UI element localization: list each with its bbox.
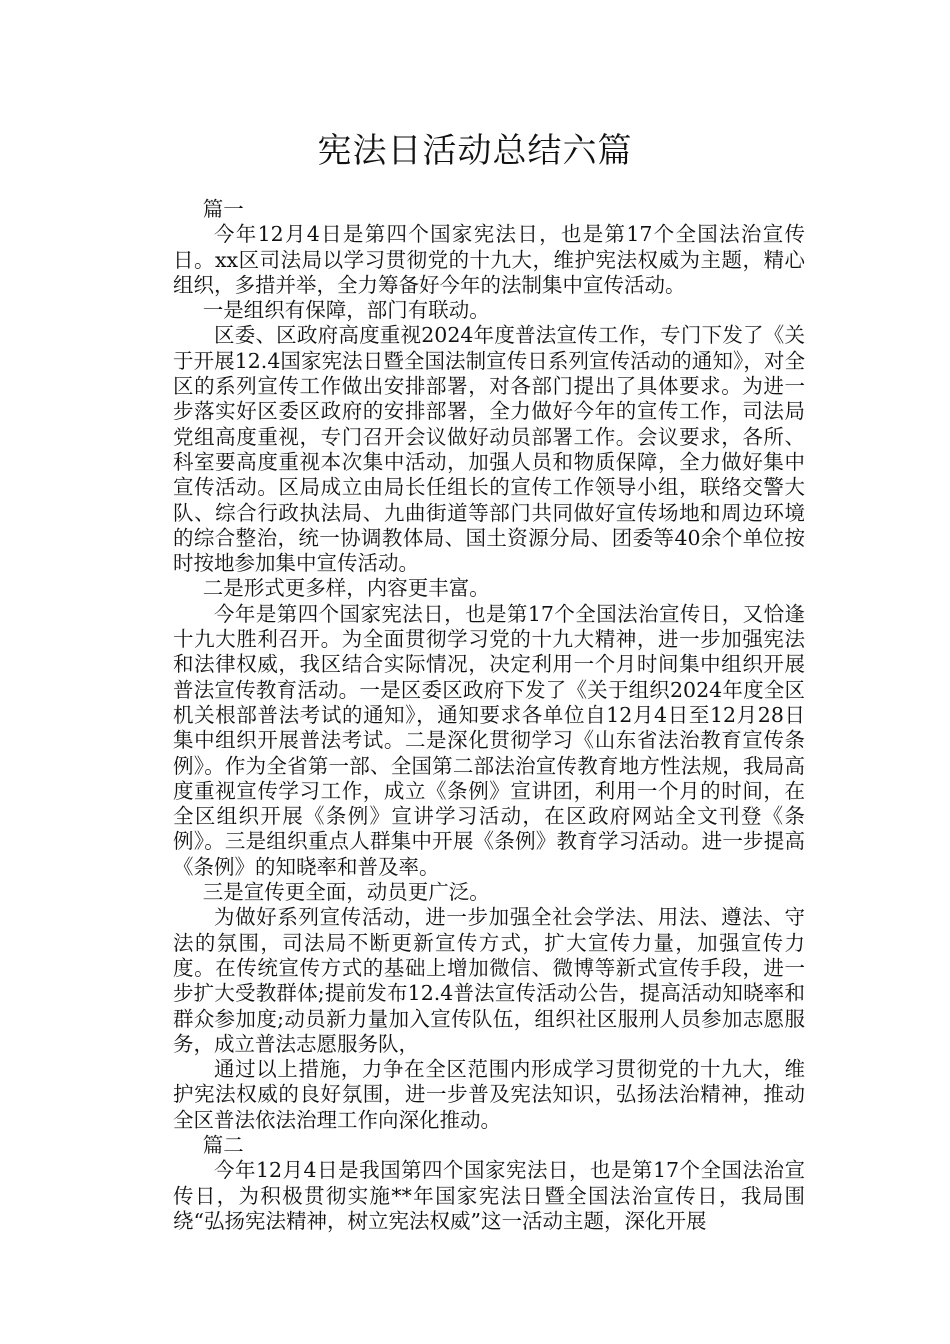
subheading-2: 二是形式更多样，内容更丰富。 (202, 576, 490, 601)
document-title: 宪法日活动总结六篇 (317, 131, 633, 171)
paragraph-5: 通过以上措施，力争在全区范围内形成学习贯彻党的十九大，维护宪法权威的良好氛围，进一步普及宪法知识，弘扬法治精神，推动全区普法依法治理工作向深化推动。 (173, 1057, 805, 1132)
paragraph-6: 今年12月4日是我国第四个国家宪法日，也是第17个全国法治宣传日，为积极贯彻实施**年国家宪法日暨全国法治宣传日，我局围绕“弘扬宪法精神，树立宪法权威”这一活动主题，深化开展 (173, 1158, 805, 1233)
subheading-1: 一是组织有保障，部门有联动。 (202, 298, 490, 323)
paragraph-2: 区委、区政府高度重视2024年度普法宣传工作，专门下发了《关于开展12.4国家宪法日暨全国法制宣传日系列宣传活动的通知》，对全区的系列宣传工作做出安排部署，对各部门提出了具体要求。为进一步落实好区委区政府的安排部署，全力做好今年的宣传工作，司法局党组高度重视，专门召开会议做好动员部署工作。会议要求，各所、科室要高度重视本次集中活动，加强人员和物质保障，全力做好集中宣传活动。区局成立由局长任组长的宣传工作领导小组，联络交警大队、综合行政执法局、九曲街道等部门共同做好宣传场地和周边环境的综合整治，统一协调教体局、国土资源分局、团委等40余个单位按时按地参加集中宣传活动。 (173, 323, 805, 576)
paragraph-1: 今年12月4日是第四个国家宪法日，也是第17个全国法治宣传日。xx区司法局以学习贯彻党的十九大，维护宪法权威为主题，精心组织，多措并举，全力筹备好今年的法制集中宣传活动。 (173, 222, 805, 297)
section-heading-2: 篇二 (202, 1132, 244, 1157)
subheading-3: 三是宣传更全面，动员更广泛。 (202, 880, 490, 905)
document-body (173, 197, 805, 1234)
section-heading-1: 篇一 (202, 197, 244, 221)
paragraph-3: 今年是第四个国家宪法日，也是第17个全国法治宣传日，又恰逢十九大胜利召开。为全面贯彻学习党的十九大精神，进一步加强宪法和法律权威，我区结合实际情况，决定利用一个月时间集中组织开展普法宣传教育活动。一是区委区政府下发了《关于组织2024年度全区机关根部普法考试的通知》，通知要求各单位自12月4日至12月28日集中组织开展普法考试。二是深化贯彻学习《山东省法治教育宣传条例》。作为全省第一部、全国第二部法治宣传教育地方性法规，我局高度重视宣传学习工作，成立《条例》宣讲团，利用一个月的时间，在全区组织开展《条例》宣讲学习活动，在区政府网站全文刊登《条例》。三是组织重点人群集中开展《条例》教育学习活动。进一步提高《条例》的知晓率和普及率。 (173, 601, 805, 879)
paragraph-4: 为做好系列宣传活动，进一步加强全社会学法、用法、遵法、守法的氛围，司法局不断更新宣传方式，扩大宣传力量，加强宣传力度。在传统宣传方式的基础上增加微信、微博等新式宣传手段，进一步扩大受教群体;提前发布12.4普法宣传活动公告，提高活动知晓率和群众参加度;动员新力量加入宣传队伍，组织社区服刑人员参加志愿服务，成立普法志愿服务队， (173, 905, 805, 1056)
